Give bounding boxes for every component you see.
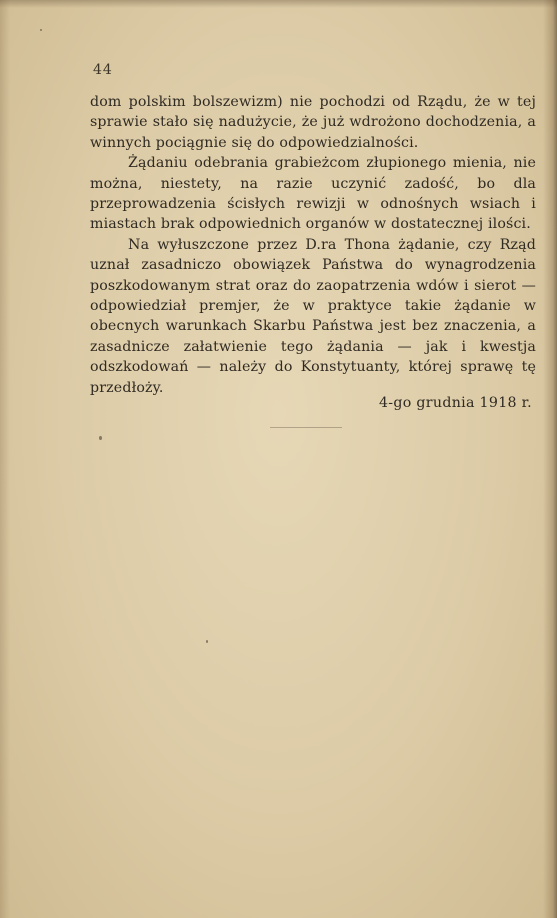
paper-speck: [40, 29, 42, 31]
page-number: 44: [93, 62, 113, 78]
paragraph-1: dom polskim bolszewizm) nie pochodzi od Rządu, że w tej sprawie stało się nadużycie, że już wdrożono dochodzenia, a winnych pociągnie się do odpowiedzialności.: [90, 94, 536, 151]
paragraph-3: Na wyłuszczone przez D.ra Thona żądanie, czy Rząd uznał zasadniczo obowiązek Państwa do wynagrodzenia poszkodowanym strat oraz do zaopatrzenia wdów i sierot — odpowiedział premjer, że w praktyce takie żądanie w obecnych warunkach Skarbu Państwa jest bez znaczenia, a zasadnicze załatwienie tego żądania — jak i kwestja odszkodowań — należy do Konstytuanty, której sprawę tę przedłoży.: [90, 236, 536, 396]
page-top-shadow: [0, 0, 557, 8]
body-text: [90, 92, 536, 398]
page-left-shadow: [0, 0, 10, 918]
paragraph-2: Żądaniu odebrania grabieżcom złupionego mienia, nie można, niestety, na razie uczynić zadość, bo dla przeprowadzenia ścisłych rewizji w odnośnych wsiach i miastach brak odpowiednich organów w dostatecznej ilości.: [90, 155, 536, 233]
paper-speck: [206, 640, 208, 643]
date-line: 4-go grudnia 1918 r.: [378, 395, 532, 411]
closing-rule: [270, 427, 342, 428]
page-right-shadow: [543, 0, 557, 918]
paper-speck: [99, 436, 102, 440]
